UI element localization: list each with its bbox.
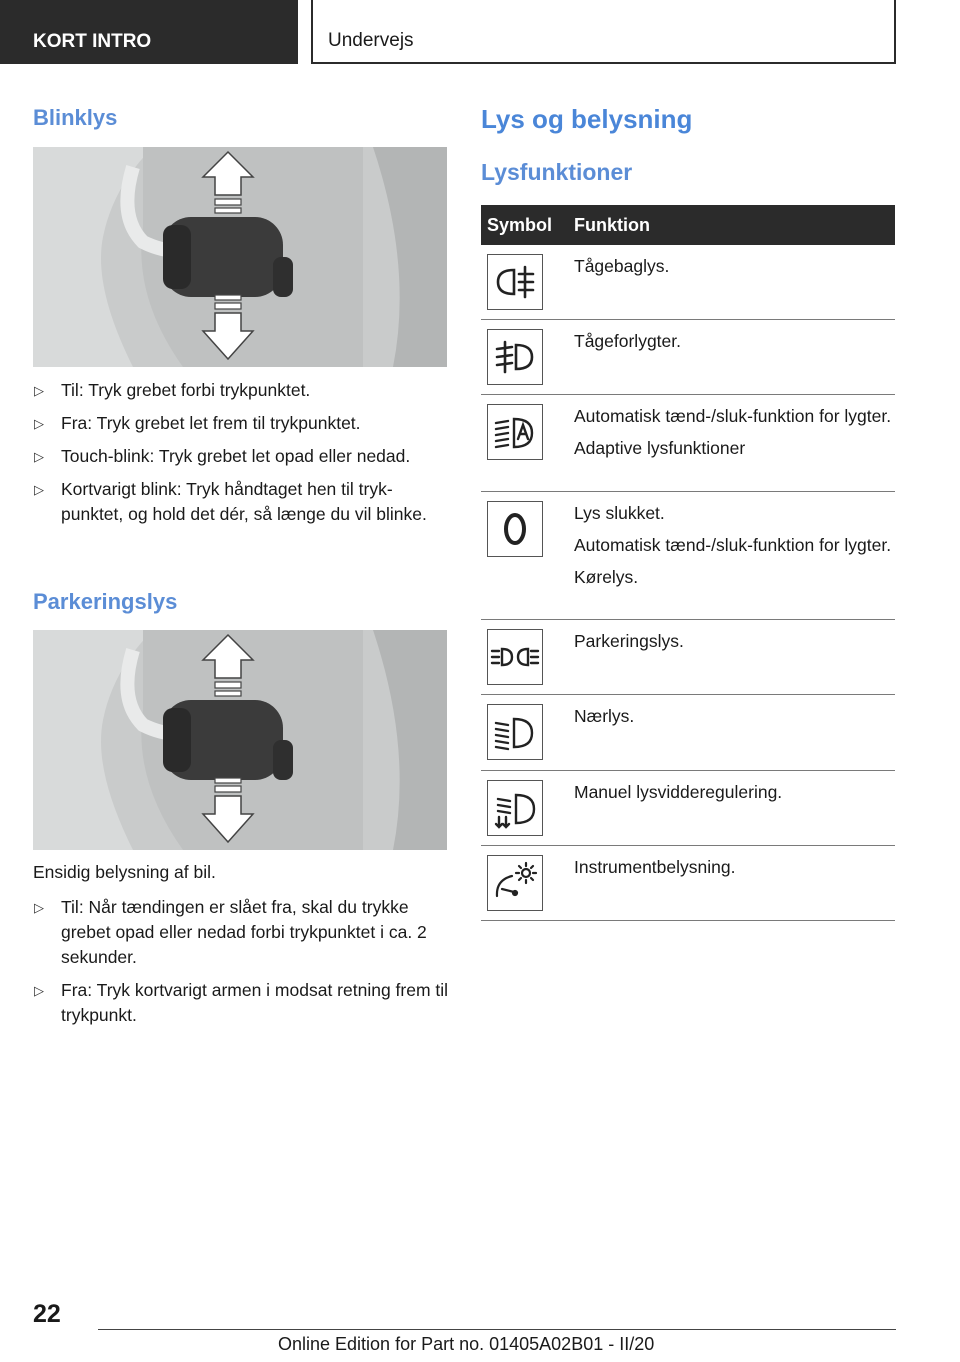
table-row: Tågeforlygter. (481, 320, 895, 395)
lys-og-belysning-heading: Lys og belysning (481, 104, 693, 134)
light-functions-table (481, 205, 895, 921)
rear-fog-light-icon (487, 254, 543, 310)
footer-divider (98, 1329, 896, 1330)
table-row: Nærlys. (481, 695, 895, 771)
blinklys-heading: Blinklys (33, 105, 118, 130)
list-item: ▷ Fra: Tryk kortvarigt armen i modsat retning frem til trykpunkt. (34, 980, 449, 1025)
auto-headlight-icon (487, 404, 543, 460)
table-row: Tågebaglys. (481, 245, 895, 320)
instrument-lighting-icon (487, 855, 543, 911)
list-item: ▷ Kortvarigt blink: Tryk håndtaget hen til tryk-punktet, og hold det dér, så længe du vil blinke. (34, 479, 427, 524)
footer-edition: Online Edition for Part no. 01405A02B01 - II/20 (278, 1334, 655, 1354)
parking-light-icon (487, 629, 543, 685)
table-row: Parkeringslys. (481, 620, 895, 695)
header-section-tab (0, 0, 298, 64)
front-fog-light-icon (487, 329, 543, 385)
header-section-label: KORT INTRO (33, 31, 152, 52)
table-row: Lys slukket. Automatisk tænd-/sluk-funktion for lygter. Kørelys. (481, 492, 895, 620)
list-item: ▷ Touch-blink: Tryk grebet let opad eller nedad. (33, 444, 453, 469)
headlight-range-icon (487, 780, 543, 836)
table-row: Manuel lysvidderegulering. (481, 771, 895, 846)
low-beam-icon (487, 704, 543, 760)
blinklys-list (33, 378, 453, 535)
parking-light-lever-illustration (33, 630, 447, 850)
list-item: ▷ Til: Når tændingen er slået fra, skal du trykke grebet opad eller nedad forbi trykpunktet i ca. 2 sekunder. (34, 897, 427, 967)
parkeringslys-heading: Parkeringslys (33, 589, 178, 614)
list-item: ▷ Til: Tryk grebet forbi trykpunktet. (33, 378, 453, 403)
parkeringslys-caption: Ensidig belysning af bil. (33, 862, 216, 882)
bullet-triangle-icon: ▷ (34, 900, 44, 915)
bullet-triangle-icon: ▷ (34, 482, 44, 497)
table-row: Automatisk tænd-/sluk-funktion for lygter. Adaptive lysfunktioner (481, 395, 895, 492)
header-chapter-label: Undervejs (328, 30, 414, 51)
header-chapter-tab (311, 0, 896, 64)
lights-off-icon (487, 501, 543, 557)
table-header (481, 205, 895, 245)
bullet-triangle-icon: ▷ (34, 983, 44, 998)
page-number: 22 (33, 1300, 61, 1328)
table-row: Instrumentbelysning. (481, 846, 895, 921)
header-funktion: Funktion (574, 215, 650, 235)
bullet-triangle-icon: ▷ (34, 449, 44, 464)
header-symbol: Symbol (487, 215, 553, 235)
list-item: ▷ Fra: Tryk grebet let frem til trykpunktet. (33, 411, 453, 436)
lysfunktioner-heading: Lysfunktioner (481, 159, 633, 185)
bullet-triangle-icon: ▷ (34, 416, 44, 431)
bullet-triangle-icon: ▷ (34, 383, 44, 398)
parkeringslys-list (33, 895, 453, 1036)
turn-signal-lever-illustration (33, 147, 447, 367)
